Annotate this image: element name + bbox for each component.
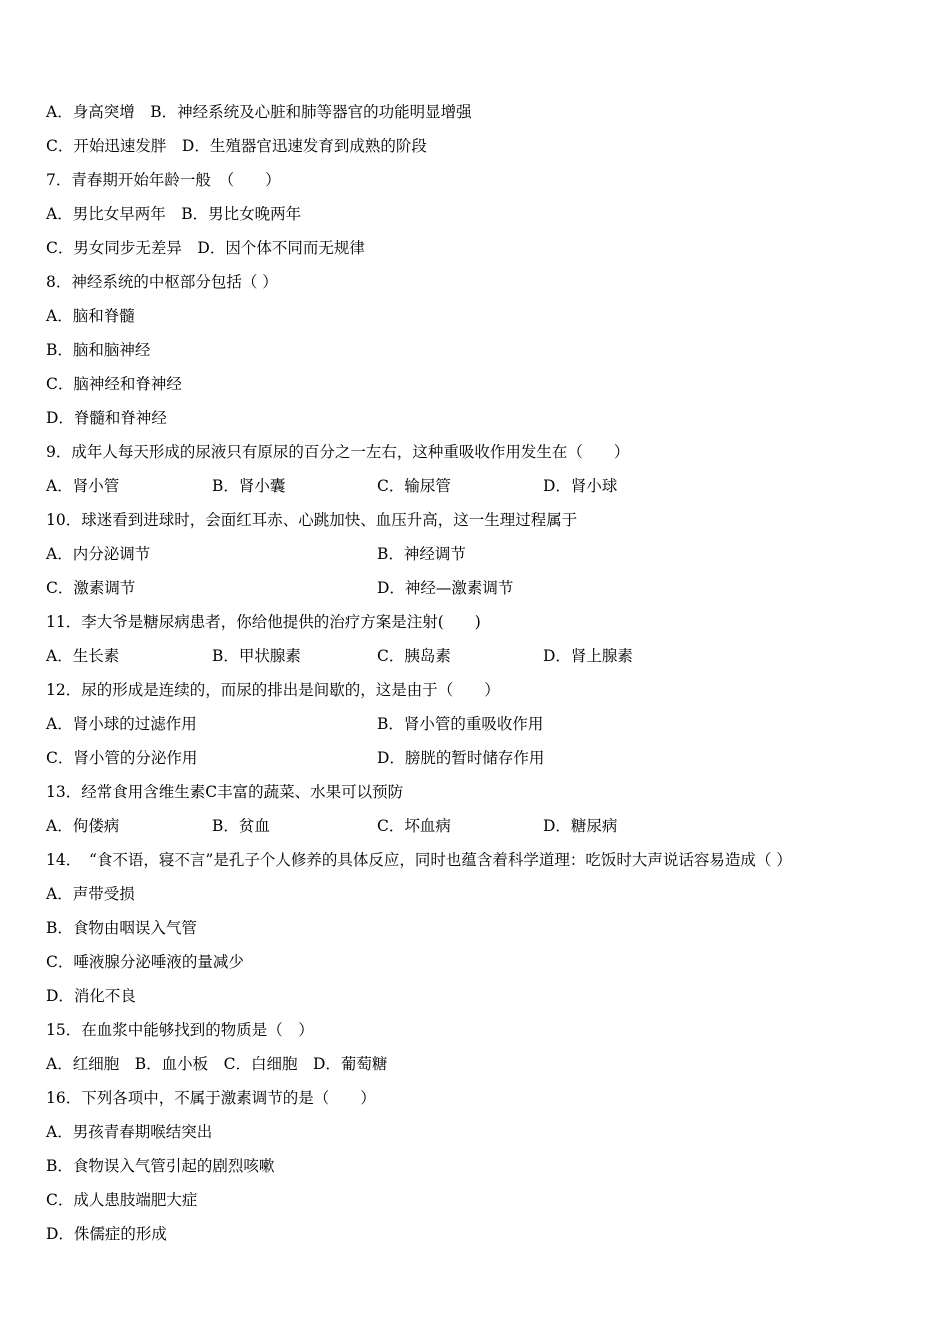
q8-stem: 8．神经系统的中枢部分包括（ ） (46, 273, 278, 291)
q12-option-a: A．肾小球的过滤作用 (46, 715, 197, 733)
q11-option-b: B．甲状腺素 (212, 647, 301, 665)
q7-option-a: A．男比女早两年 (46, 205, 166, 223)
q11-option-d: D．肾上腺素 (543, 647, 633, 665)
q10-stem: 10．球迷看到进球时，会面红耳赤、心跳加快、血压升高，这一生理过程属于 (46, 511, 578, 529)
q7-option-c: C．男女同步无差异 (46, 239, 182, 257)
q13-option-b: B．贫血 (212, 817, 270, 835)
q13-option-a: A．佝偻病 (46, 817, 120, 835)
q13-option-c: C．坏血病 (377, 817, 451, 835)
q10-option-c: C．激素调节 (46, 579, 136, 597)
q10-option-b: B．神经调节 (377, 545, 466, 563)
q11-option-a: A．生长素 (46, 647, 120, 665)
q11-stem: 11．李大爷是糖尿病患者，你给他提供的治疗方案是注射( ) (46, 613, 481, 631)
q16-option-a: A．男孩青春期喉结突出 (46, 1123, 213, 1141)
q14-option-d: D．消化不良 (46, 987, 136, 1005)
q9-stem: 9．成年人每天形成的尿液只有原尿的百分之一左右，这种重吸收作用发生在（ ） (46, 443, 630, 461)
q14-option-c: C．唾液腺分泌唾液的量减少 (46, 953, 244, 971)
q15-options: A．红细胞 B．血小板 C．白细胞 D．葡萄糖 (46, 1055, 388, 1073)
q14-option-a: A．声带受损 (46, 885, 135, 903)
q10-option-a: A．内分泌调节 (46, 545, 151, 563)
q8-option-b: B．脑和脑神经 (46, 341, 151, 359)
q7-options-row1 (46, 202, 301, 226)
q9-option-b: B．肾小囊 (212, 477, 286, 495)
q15-stem: 15．在血浆中能够找到的物质是（ ） (46, 1021, 314, 1039)
q7-stem: 7．青春期开始年龄一般 （ ） (46, 171, 281, 189)
q16-option-b: B．食物误入气管引起的剧烈咳嗽 (46, 1157, 275, 1175)
q8-option-a: A．脑和脊髓 (46, 307, 135, 325)
q12-option-c: C．肾小管的分泌作用 (46, 749, 198, 767)
q11-option-c: C．胰岛素 (377, 647, 451, 665)
q6-option-b: B．神经系统及心脏和肺等器官的功能明显增强 (150, 103, 472, 121)
q14-option-b: B．食物由咽误入气管 (46, 919, 197, 937)
q10-option-d: D．神经—激素调节 (377, 579, 514, 597)
q6-option-c: C．开始迅速发胖 (46, 137, 167, 155)
q16-option-d: D．侏儒症的形成 (46, 1225, 167, 1243)
q13-option-d: D．糖尿病 (543, 817, 618, 835)
q6-options-row2 (46, 134, 427, 158)
q9-option-a: A．肾小管 (46, 477, 120, 495)
q12-stem: 12．尿的形成是连续的，而尿的排出是间歇的，这是由于（ ） (46, 681, 500, 699)
q9-option-c: C．输尿管 (377, 477, 451, 495)
q7-option-d: D．因个体不同而无规律 (197, 239, 365, 257)
q6-option-a: A．身高突增 (46, 103, 135, 121)
q16-option-c: C．成人患肢端肥大症 (46, 1191, 198, 1209)
q16-stem: 16．下列各项中，不属于激素调节的是（ ） (46, 1089, 376, 1107)
q8-option-c: C．脑神经和脊神经 (46, 375, 182, 393)
q13-stem: 13．经常食用含维生素C丰富的蔬菜、水果可以预防 (46, 783, 404, 801)
q6-options-row1 (46, 100, 472, 124)
q12-option-b: B．肾小管的重吸收作用 (377, 715, 544, 733)
q7-options-row2 (46, 236, 365, 260)
q9-option-d: D．肾小球 (543, 477, 618, 495)
q7-option-b: B．男比女晚两年 (181, 205, 302, 223)
q8-option-d: D．脊髓和脊神经 (46, 409, 167, 427)
q6-option-d: D．生殖器官迅速发育到成熟的阶段 (181, 137, 427, 155)
q14-stem: 14． “食不语，寝不言”是孔子个人修养的具体反应，同时也蕴含着科学道理：吃饭时大声说话容易造成（ ） (46, 851, 792, 869)
q12-option-d: D．膀胱的暂时储存作用 (377, 749, 545, 767)
